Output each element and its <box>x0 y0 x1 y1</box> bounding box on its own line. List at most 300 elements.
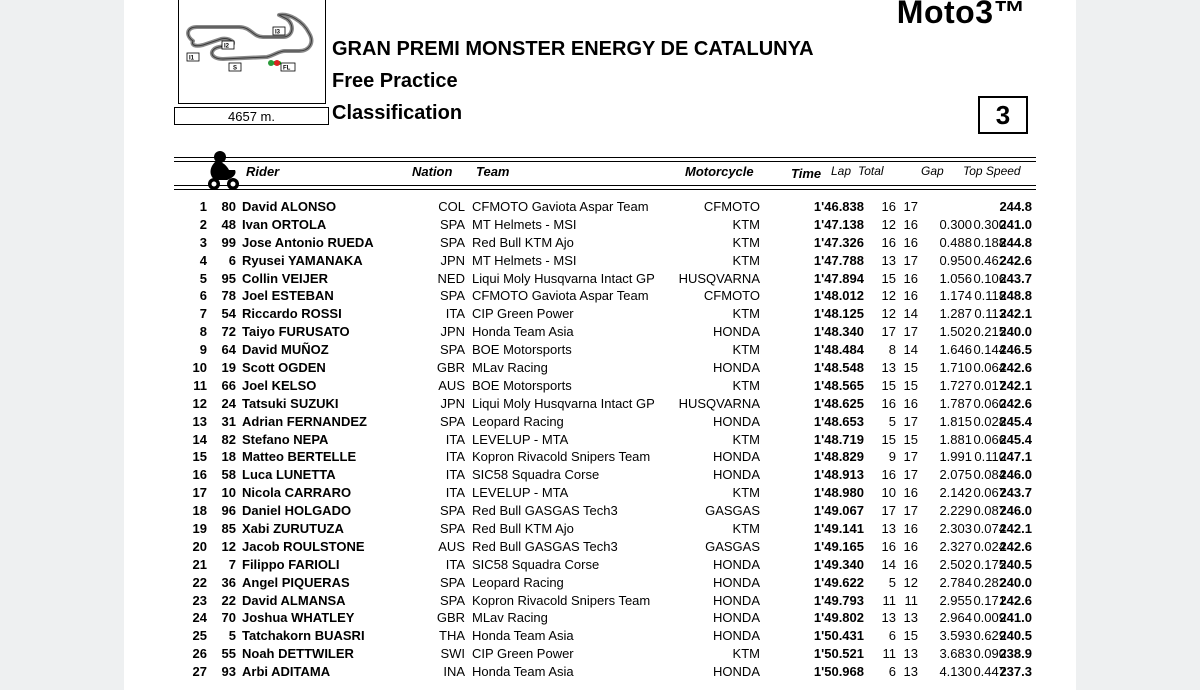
rider-name: Filippo FARIOLI <box>242 556 340 572</box>
best-lap: 8 <box>888 342 896 358</box>
lap-time: 1'48.829 <box>813 449 864 465</box>
team: MT Helmets - MSI <box>472 252 577 268</box>
lap-time: 1'50.968 <box>813 664 864 680</box>
rider-number: 66 <box>221 377 236 393</box>
team: Honda Team Asia <box>472 664 574 680</box>
position: 23 <box>192 592 207 608</box>
gap-previous: 0.067 <box>973 485 1006 501</box>
lap-time: 1'48.653 <box>813 413 864 429</box>
lap-time: 1'48.625 <box>813 395 864 411</box>
rider-name: Xabi ZURUTUZA <box>242 521 344 537</box>
motorcycle: KTM <box>732 306 760 322</box>
gap-first: 1.502 <box>939 324 972 340</box>
team: BOE Motorsports <box>472 377 572 393</box>
team: SIC58 Squadra Corse <box>472 467 600 483</box>
table-row <box>124 538 1076 556</box>
total-laps: 13 <box>903 610 918 626</box>
motorcycle: GASGAS <box>705 538 760 554</box>
total-laps: 16 <box>903 538 918 554</box>
nation: ITA <box>445 449 465 465</box>
table-row <box>124 270 1076 288</box>
event-title: GRAN PREMI MONSTER ENERGY DE CATALUNYA <box>332 38 814 60</box>
position: 5 <box>199 270 207 286</box>
gap-first: 1.646 <box>939 342 972 358</box>
lap-time: 1'49.793 <box>813 592 864 608</box>
total-laps: 16 <box>903 270 918 286</box>
session-name: Free Practice <box>332 70 458 92</box>
motorcycle: KTM <box>732 485 760 501</box>
table-row <box>124 323 1076 341</box>
circuit-layout-icon <box>179 0 325 103</box>
gap-first: 1.174 <box>939 288 972 304</box>
table-row <box>124 287 1076 305</box>
gap-previous: 0.074 <box>973 521 1006 537</box>
rider-name: David MUÑOZ <box>242 342 329 358</box>
motorcycle: KTM <box>732 377 760 393</box>
nation: INA <box>443 664 465 680</box>
motorcycle: HONDA <box>713 360 760 376</box>
marker-i2: I2 <box>224 43 230 50</box>
nation: NED <box>437 270 465 286</box>
gap-previous: 0.024 <box>973 538 1006 554</box>
motorcycle: HONDA <box>713 324 760 340</box>
gap-previous: 0.060 <box>973 395 1006 411</box>
position: 27 <box>192 664 207 680</box>
nation: JPN <box>440 252 465 268</box>
rider-number: 95 <box>221 270 236 286</box>
gap-first: 1.287 <box>939 306 972 322</box>
gap-previous: 0.064 <box>973 360 1006 376</box>
table-row <box>124 502 1076 520</box>
top-speed: 242.6 <box>999 592 1032 608</box>
track-length: 4657 m. <box>174 107 329 125</box>
rider-number: 36 <box>221 574 236 590</box>
table-row <box>124 466 1076 484</box>
gap-previous: 0.144 <box>973 342 1006 358</box>
gap-previous: 0.106 <box>973 270 1006 286</box>
top-speed: 243.7 <box>999 485 1032 501</box>
team: Honda Team Asia <box>472 324 574 340</box>
lap-time: 1'47.138 <box>813 216 864 232</box>
gap-previous: 0.300 <box>973 216 1006 232</box>
nation: SPA <box>439 413 465 429</box>
best-lap: 12 <box>881 216 896 232</box>
position: 8 <box>199 324 207 340</box>
gap-previous: 0.447 <box>973 664 1006 680</box>
total-laps: 13 <box>903 646 918 662</box>
lap-time: 1'49.165 <box>813 538 864 554</box>
nation: GBR <box>436 610 465 626</box>
total-laps: 16 <box>903 485 918 501</box>
total-laps: 16 <box>903 288 918 304</box>
rider-number: 99 <box>221 234 236 250</box>
gap-previous: 0.017 <box>973 377 1006 393</box>
lap-time: 1'48.484 <box>813 342 864 358</box>
gap-first: 1.815 <box>939 413 972 429</box>
col-gap: Gap <box>921 164 944 178</box>
col-total: Total <box>858 164 884 178</box>
col-rider: Rider <box>246 164 280 179</box>
rider-name: Tatchakorn BUASRI <box>242 628 365 644</box>
motorcycle: KTM <box>732 234 760 250</box>
table-row <box>124 198 1076 216</box>
motorcycle: HONDA <box>713 449 760 465</box>
position: 19 <box>192 521 207 537</box>
motorcycle-rider-icon <box>205 150 241 192</box>
top-speed: 248.8 <box>999 288 1032 304</box>
header-rule-top-2 <box>174 161 1036 162</box>
gap-previous: 0.175 <box>973 556 1006 572</box>
gap-first: 2.303 <box>939 521 972 537</box>
gap-first: 2.142 <box>939 485 972 501</box>
top-speed: 244.8 <box>999 234 1032 250</box>
top-speed: 242.1 <box>999 377 1032 393</box>
lap-time: 1'48.125 <box>813 306 864 322</box>
rider-name: Jose Antonio RUEDA <box>242 234 374 250</box>
team: BOE Motorsports <box>472 342 572 358</box>
best-lap: 17 <box>881 503 896 519</box>
top-speed: 240.0 <box>999 574 1032 590</box>
rider-number: 12 <box>221 538 236 554</box>
position: 26 <box>192 646 207 662</box>
lap-time: 1'48.913 <box>813 467 864 483</box>
table-row <box>124 592 1076 610</box>
total-laps: 17 <box>903 199 918 214</box>
rider-number: 78 <box>221 288 236 304</box>
team: Leopard Racing <box>472 413 564 429</box>
top-speed: 246.0 <box>999 467 1032 483</box>
position: 17 <box>192 485 207 501</box>
lap-time: 1'46.838 <box>813 199 864 214</box>
position: 11 <box>193 377 207 393</box>
team: SIC58 Squadra Corse <box>472 556 600 572</box>
team: Honda Team Asia <box>472 628 574 644</box>
table-row <box>124 413 1076 431</box>
page-number: 3 <box>978 96 1028 134</box>
nation: ITA <box>445 431 465 447</box>
total-laps: 17 <box>903 252 918 268</box>
nation: AUS <box>438 377 465 393</box>
motorcycle: HONDA <box>713 628 760 644</box>
table-row <box>124 252 1076 270</box>
lap-time: 1'49.067 <box>813 503 864 519</box>
table-row <box>124 305 1076 323</box>
rider-name: Arbi ADITAMA <box>242 664 331 680</box>
nation: JPN <box>440 395 465 411</box>
best-lap: 15 <box>881 431 896 447</box>
best-lap: 6 <box>888 664 896 680</box>
rider-number: 93 <box>221 664 236 680</box>
nation: AUS <box>438 538 465 554</box>
rider-number: 7 <box>228 556 236 572</box>
gap-first: 2.964 <box>939 610 972 626</box>
motorcycle: CFMOTO <box>703 199 760 214</box>
team: CFMOTO Gaviota Aspar Team <box>472 288 649 304</box>
marker-i1: I1 <box>189 55 195 62</box>
team: LEVELUP - MTA <box>472 485 569 501</box>
lap-time: 1'50.431 <box>813 628 864 644</box>
lap-time: 1'48.719 <box>813 431 864 447</box>
table-row <box>124 484 1076 502</box>
nation: THA <box>439 628 465 644</box>
table-row <box>124 431 1076 449</box>
total-laps: 16 <box>903 395 918 411</box>
top-speed: 245.4 <box>999 431 1032 447</box>
team: Red Bull KTM Ajo <box>472 234 574 250</box>
top-speed: 247.1 <box>999 449 1032 465</box>
gap-first: 2.229 <box>939 503 972 519</box>
gap-previous: 0.090 <box>973 646 1006 662</box>
gap-first: 1.710 <box>939 360 972 376</box>
rider-number: 24 <box>221 395 236 411</box>
best-lap: 14 <box>881 556 896 572</box>
best-lap: 13 <box>881 360 896 376</box>
col-lap: Lap <box>831 164 852 178</box>
rider-name: Stefano NEPA <box>242 431 329 447</box>
rider-number: 48 <box>221 216 236 232</box>
nation: SPA <box>439 216 465 232</box>
total-laps: 11 <box>904 592 918 608</box>
col-top-speed: Top Speed <box>963 164 1021 178</box>
team: CIP Green Power <box>472 306 574 322</box>
total-laps: 16 <box>903 234 918 250</box>
position: 16 <box>192 467 207 483</box>
top-speed: 243.7 <box>999 270 1032 286</box>
best-lap: 11 <box>882 592 896 608</box>
rider-name: Collin VEIJER <box>242 270 328 286</box>
position: 24 <box>192 610 207 626</box>
rider-name: Angel PIQUERAS <box>242 574 350 590</box>
motorcycle: KTM <box>732 252 760 268</box>
marker-fl: FL <box>283 65 291 72</box>
gap-previous: 0.009 <box>973 610 1006 626</box>
top-speed: 241.0 <box>999 216 1032 232</box>
track-map <box>178 0 326 104</box>
gap-first: 2.075 <box>939 467 972 483</box>
team: CIP Green Power <box>472 646 574 662</box>
gap-previous: 0.118 <box>974 288 1006 304</box>
best-lap: 12 <box>881 306 896 322</box>
best-lap: 17 <box>881 324 896 340</box>
lap-time: 1'48.012 <box>813 288 864 304</box>
top-speed: 242.1 <box>999 306 1032 322</box>
gap-previous: 0.113 <box>974 306 1006 322</box>
nation: SPA <box>439 234 465 250</box>
total-laps: 17 <box>903 467 918 483</box>
lap-time: 1'49.340 <box>813 556 864 572</box>
team: MT Helmets - MSI <box>472 216 577 232</box>
lap-time: 1'47.788 <box>813 252 864 268</box>
team: MLav Racing <box>472 610 548 626</box>
col-team: Team <box>476 164 510 179</box>
position: 1 <box>199 199 207 214</box>
nation: SPA <box>439 288 465 304</box>
top-speed: 246.0 <box>999 503 1032 519</box>
document-type: Classification <box>332 102 463 124</box>
rider-number: 58 <box>221 467 236 483</box>
motorcycle: HONDA <box>713 467 760 483</box>
motorcycle: HUSQVARNA <box>678 270 760 286</box>
lap-time: 1'50.521 <box>813 646 864 662</box>
top-speed: 242.6 <box>999 538 1032 554</box>
table-row <box>124 395 1076 413</box>
motorcycle: HONDA <box>713 574 760 590</box>
gap-first: 3.593 <box>939 628 972 644</box>
lap-time: 1'49.622 <box>813 574 864 590</box>
gap-first: 0.488 <box>939 234 972 250</box>
motorcycle: HONDA <box>713 592 760 608</box>
gap-first: 1.727 <box>939 377 972 393</box>
total-laps: 17 <box>903 449 918 465</box>
top-speed: 241.0 <box>999 610 1032 626</box>
team: Leopard Racing <box>472 574 564 590</box>
rider-number: 55 <box>221 646 236 662</box>
nation: SPA <box>439 503 465 519</box>
team: Red Bull GASGAS Tech3 <box>472 538 618 554</box>
total-laps: 17 <box>903 503 918 519</box>
top-speed: 242.6 <box>999 395 1032 411</box>
motorcycle: KTM <box>732 521 760 537</box>
nation: ITA <box>445 467 465 483</box>
top-speed: 244.8 <box>999 199 1032 214</box>
nation: SWI <box>440 646 465 662</box>
rider-name: Taiyo FURUSATO <box>242 324 350 340</box>
top-speed: 237.3 <box>999 664 1032 680</box>
nation: ITA <box>445 306 465 322</box>
table-row <box>124 645 1076 663</box>
rider-name: Matteo BERTELLE <box>242 449 357 465</box>
lap-time: 1'47.326 <box>813 234 864 250</box>
nation: SPA <box>439 521 465 537</box>
table-row <box>124 627 1076 645</box>
position: 20 <box>192 538 207 554</box>
best-lap: 16 <box>881 199 896 214</box>
position: 14 <box>192 431 207 447</box>
team: Red Bull GASGAS Tech3 <box>472 503 618 519</box>
rider-name: Joel KELSO <box>242 377 317 393</box>
nation: SPA <box>439 342 465 358</box>
rider-name: Tatsuki SUZUKI <box>242 395 339 411</box>
position: 25 <box>192 628 207 644</box>
nation: SPA <box>439 592 465 608</box>
motorcycle: KTM <box>732 342 760 358</box>
table-row <box>124 216 1076 234</box>
gap-previous: 0.066 <box>973 431 1006 447</box>
gap-previous: 0.282 <box>973 574 1006 590</box>
rider-name: David ALMANSA <box>242 592 346 608</box>
position: 10 <box>192 360 207 376</box>
team: Liqui Moly Husqvarna Intact GP <box>472 395 655 411</box>
rider-name: Scott OGDEN <box>242 360 326 376</box>
rider-number: 72 <box>221 324 236 340</box>
nation: SPA <box>439 574 465 590</box>
col-time: Time <box>791 166 822 181</box>
motorcycle: HONDA <box>713 556 760 572</box>
best-lap: 13 <box>881 610 896 626</box>
best-lap: 12 <box>881 288 896 304</box>
top-speed: 242.1 <box>999 521 1032 537</box>
rider-number: 10 <box>221 485 236 501</box>
rider-name: Luca LUNETTA <box>242 467 336 483</box>
gap-first: 2.955 <box>939 592 972 608</box>
rider-number: 54 <box>221 306 236 322</box>
gap-first: 4.130 <box>939 664 972 680</box>
position: 21 <box>192 556 207 572</box>
motorcycle: HONDA <box>713 664 760 680</box>
table-row <box>124 341 1076 359</box>
position: 4 <box>199 252 207 268</box>
header-rule-bottom <box>174 185 1036 186</box>
lap-time: 1'48.565 <box>813 377 864 393</box>
rider-name: Noah DETTWILER <box>242 646 354 662</box>
best-lap: 6 <box>888 628 896 644</box>
marker-i3: I3 <box>275 29 281 36</box>
team: CFMOTO Gaviota Aspar Team <box>472 199 649 214</box>
lap-time: 1'47.894 <box>813 270 864 286</box>
top-speed: 242.6 <box>999 360 1032 376</box>
classification-sheet <box>124 0 1076 690</box>
motorcycle: KTM <box>732 431 760 447</box>
rider-name: Ivan ORTOLA <box>242 216 327 232</box>
gap-previous: 0.171 <box>973 592 1006 608</box>
team: LEVELUP - MTA <box>472 431 569 447</box>
rider-number: 80 <box>221 199 236 214</box>
rider-name: Joshua WHATLEY <box>242 610 355 626</box>
rider-number: 82 <box>221 431 236 447</box>
top-speed: 242.6 <box>999 252 1032 268</box>
best-lap: 9 <box>888 449 896 465</box>
motorcycle: HONDA <box>713 610 760 626</box>
top-speed: 240.5 <box>999 628 1032 644</box>
total-laps: 16 <box>903 216 918 232</box>
rider-name: Ryusei YAMANAKA <box>242 252 363 268</box>
gap-first: 3.683 <box>939 646 972 662</box>
top-speed: 240.5 <box>999 556 1032 572</box>
best-lap: 5 <box>888 413 896 429</box>
total-laps: 17 <box>903 324 918 340</box>
rider-number: 22 <box>221 592 236 608</box>
gap-previous: 0.462 <box>973 252 1006 268</box>
gap-first: 2.502 <box>939 556 972 572</box>
col-nation: Nation <box>412 164 453 179</box>
lap-time: 1'49.141 <box>813 521 864 537</box>
total-laps: 17 <box>903 413 918 429</box>
position: 22 <box>192 574 207 590</box>
rider-number: 64 <box>221 342 236 358</box>
team: Red Bull KTM Ajo <box>472 521 574 537</box>
best-lap: 16 <box>881 234 896 250</box>
best-lap: 10 <box>881 485 896 501</box>
gap-previous: 0.084 <box>973 467 1006 483</box>
rider-name: Adrian FERNANDEZ <box>242 413 367 429</box>
total-laps: 14 <box>903 306 918 322</box>
results-table <box>124 198 1076 681</box>
nation: GBR <box>436 360 465 376</box>
best-lap: 5 <box>888 574 896 590</box>
lap-time: 1'48.980 <box>813 485 864 501</box>
position: 13 <box>192 413 207 429</box>
position: 3 <box>199 234 207 250</box>
best-lap: 16 <box>881 395 896 411</box>
team: Liqui Moly Husqvarna Intact GP <box>472 270 655 286</box>
motorcycle: CFMOTO <box>703 288 760 304</box>
gap-first: 1.881 <box>939 431 972 447</box>
gap-previous: 0.629 <box>973 628 1006 644</box>
rider-number: 70 <box>221 610 236 626</box>
gap-previous: 0.028 <box>973 413 1006 429</box>
gap-previous: 0.110 <box>974 449 1006 465</box>
best-lap: 15 <box>881 377 896 393</box>
